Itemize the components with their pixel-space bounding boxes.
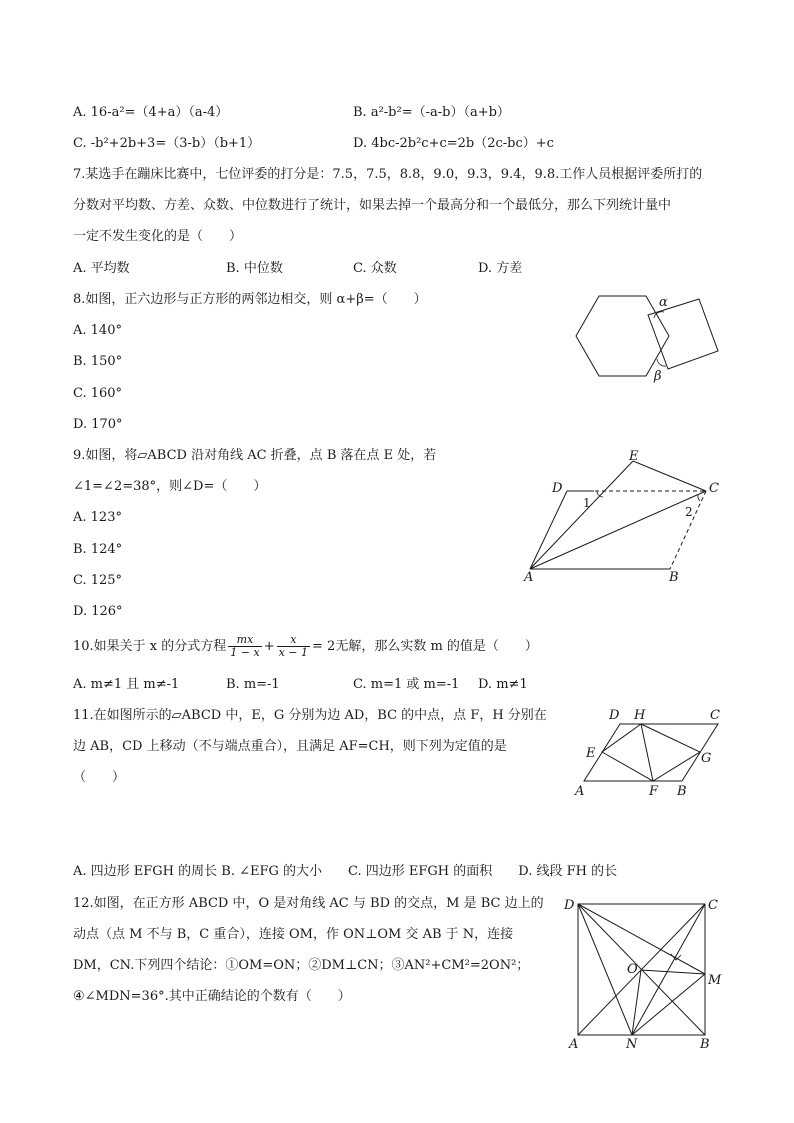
q11-parallelogram-figure: [570, 703, 730, 803]
q11-stem-line2: 边 AB，CD 上移动（不与端点重合），且满足 AF=CH，则下列为定值的是: [73, 739, 507, 754]
hexagon-shape: [576, 296, 669, 376]
q11-stem-line3: （ ）: [73, 770, 126, 785]
label-f: F: [649, 784, 659, 799]
q6-option-a: A. 16-a²=（4+a）（a-4）: [73, 105, 229, 120]
segment-om: [641, 970, 705, 974]
q7-option-a: A. 平均数: [73, 261, 130, 276]
segment-cb-dashed: [670, 491, 706, 569]
q7-stem-line1: 7.某选手在蹦床比赛中，七位评委的打分是：7.5，7.5，8.8，9.0，9.3，9.4，9.8.工作人员根据评委所打的: [73, 167, 703, 182]
q6-option-c: C. -b²+2b+3=（3-b）（b+1）: [73, 136, 261, 151]
q9-option-d: D. 126°: [73, 604, 123, 619]
label-e: E: [586, 746, 596, 761]
q7-stem-line2: 分数对平均数、方差、众数、中位数进行了统计，如果去掉一个最高分和一个最低分，那么下列统计量中: [73, 198, 672, 213]
label-m: M: [708, 973, 722, 988]
q9-option-c: C. 125°: [73, 573, 123, 588]
q10-option-d: D. m≠1: [478, 677, 528, 692]
q12-square-figure: [560, 890, 730, 1055]
q11-stem-line1: 11.在如图所示的▱ABCD 中，E，G 分别为边 AD，BC 的中点，点 F，H 分别在: [73, 708, 547, 723]
q8-option-b: B. 150°: [73, 354, 123, 369]
q10-plus: +: [263, 639, 275, 654]
q8-hexagon-square-figure: [570, 288, 730, 388]
q7-stem-line3: 一定不发生变化的是（ ）: [73, 229, 243, 244]
alpha-label: α: [659, 295, 668, 310]
angle-2-arc: [698, 495, 700, 501]
q7-option-d: D. 方差: [478, 261, 523, 276]
q10-stem-suffix: 无解，那么实数 m 的值是（ ）: [335, 639, 538, 654]
label-b: B: [669, 570, 679, 585]
q10-stem: [73, 632, 538, 662]
label-d: D: [609, 708, 620, 723]
label-a: A: [575, 784, 585, 799]
label-d: D: [564, 898, 575, 913]
q9-parallelogram-fold-figure: [515, 445, 730, 585]
label-e: E: [629, 449, 639, 464]
label-c: C: [709, 481, 719, 496]
q7-option-b: B. 中位数: [226, 261, 283, 276]
q6-option-d: D. 4bc-2b²c+c=2b（2c-bc）+c: [353, 136, 554, 151]
q12-stem-line3: DM，CN.下列四个结论：①OM=ON；②DM⊥CN；③AN²+CM²=2ON²；: [73, 958, 530, 973]
label-a: A: [524, 570, 534, 585]
label-h: H: [634, 708, 646, 723]
q10-equals: = 2: [312, 639, 336, 654]
q12-stem-line4: ④∠MDN=36°.其中正确结论的个数有（ ）: [73, 989, 351, 1004]
label-c: C: [710, 708, 720, 723]
segment-ec: [633, 461, 706, 491]
q6-option-b: B. a²-b²=（-a-b）（a+b）: [353, 105, 510, 120]
q11-options: A. 四边形 EFGH 的周长 B. ∠EFG 的大小 C. 四边形 EFGH 的面积 D. 线段 FH 的长: [73, 864, 618, 879]
q10-frac2-numerator: x: [277, 634, 310, 647]
q9-stem-line1: 9.如图，将▱ABCD 沿对角线 AC 折叠，点 B 落在点 E 处，若: [73, 448, 437, 463]
label-d: D: [552, 481, 563, 496]
q12-stem-line2: 动点（点 M 不与 B，C 重合），连接 OM，作 ON⊥OM 交 AB 于 N，连接: [73, 927, 514, 942]
segment-nm: [632, 974, 705, 1035]
q10-fraction-2: [277, 634, 310, 659]
q9-stem-line2: ∠1=∠2=38°，则∠D=（ ）: [73, 479, 267, 494]
label-b: B: [700, 1037, 710, 1052]
q7-option-c: C. 众数: [353, 261, 397, 276]
q10-option-b: B. m=-1: [226, 677, 280, 692]
label-angle-1: 1: [583, 496, 591, 510]
segment-ac: [530, 491, 706, 569]
q9-option-b: B. 124°: [73, 542, 123, 557]
segment-on: [632, 970, 641, 1035]
segment-da: [530, 491, 567, 569]
segment-hf: [641, 724, 653, 781]
q8-option-a: A. 140°: [73, 323, 122, 338]
q8-option-c: C. 160°: [73, 386, 123, 401]
q10-stem-prefix: 10.如果关于 x 的分式方程: [73, 639, 227, 654]
segment-cn: [632, 904, 705, 1035]
q10-option-a: A. m≠1 且 m≠-1: [73, 677, 180, 692]
label-angle-2: 2: [685, 505, 693, 519]
q10-fraction-1: [228, 634, 261, 659]
q10-option-c: C. m=1 或 m=-1: [353, 677, 460, 692]
label-o: O: [627, 962, 638, 977]
label-b: B: [677, 784, 687, 799]
q10-frac1-denominator: 1 − x: [230, 646, 260, 659]
q10-frac1-numerator: mx: [228, 634, 261, 647]
q10-frac2-denominator: x − 1: [278, 646, 309, 659]
label-g: G: [701, 751, 712, 766]
q8-option-d: D. 170°: [73, 417, 123, 432]
label-a: A: [569, 1037, 579, 1052]
q9-option-a: A. 123°: [73, 510, 122, 525]
q12-stem-line1: 12.如图，在正方形 ABCD 中，O 是对角线 AC 与 BD 的交点，M 是 BC 边上的: [73, 896, 544, 911]
segment-ae: [530, 461, 633, 569]
beta-label: β: [654, 369, 662, 384]
label-n: N: [626, 1037, 638, 1052]
q8-stem: 8.如图，正六边形与正方形的两邻边相交，则 α+β=（ ）: [73, 292, 427, 307]
segment-dn: [578, 904, 632, 1035]
label-c: C: [708, 898, 718, 913]
